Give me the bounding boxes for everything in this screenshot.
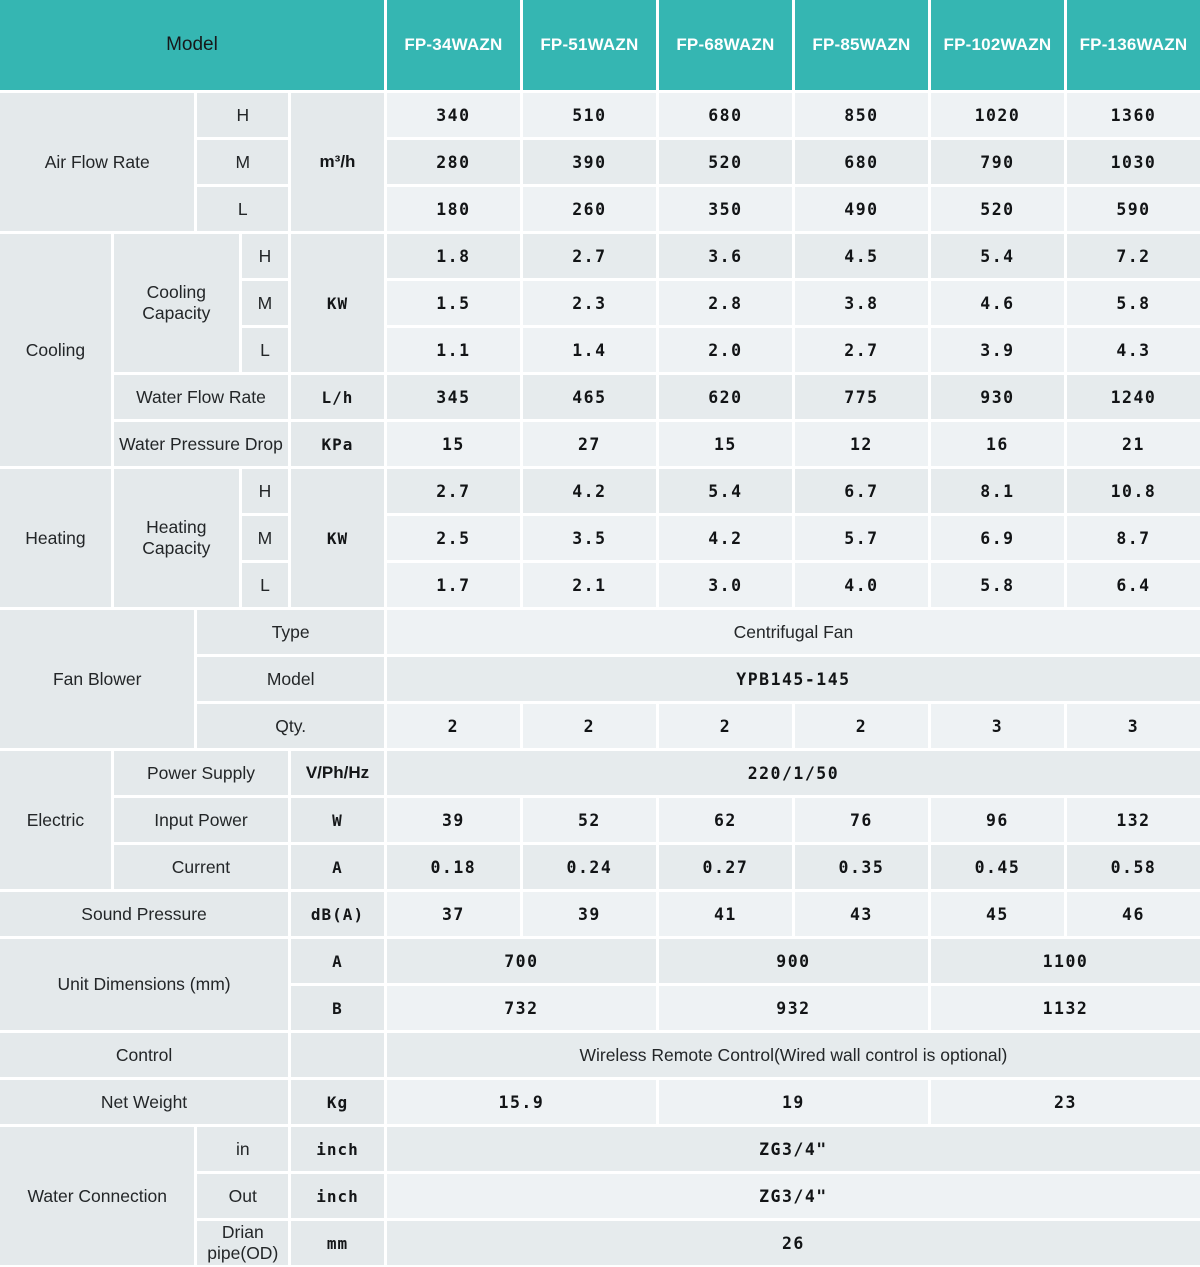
net-weight-label: Net Weight bbox=[0, 1080, 288, 1124]
dimension-a-label: A bbox=[291, 939, 384, 983]
header-row bbox=[0, 0, 1200, 90]
drain-pipe-label: Drian pipe(OD) bbox=[197, 1221, 288, 1265]
air-flow-l-value: 350 bbox=[659, 187, 792, 231]
dimension-a-row bbox=[0, 939, 1200, 983]
cooling-capacity-h-value: 5.4 bbox=[931, 234, 1064, 278]
water-out-label: Out bbox=[197, 1174, 288, 1218]
water-flow-rate-value: 465 bbox=[523, 375, 656, 419]
current-value: 0.45 bbox=[931, 845, 1064, 889]
air-flow-m-value: 1030 bbox=[1067, 140, 1200, 184]
power-supply-value: 220/1/50 bbox=[387, 751, 1200, 795]
model-header-label: Model bbox=[0, 0, 384, 90]
cooling-capacity-label: Cooling Capacity bbox=[114, 234, 239, 372]
water-pressure-drop-value: 15 bbox=[659, 422, 792, 466]
cooling-capacity-h-row bbox=[0, 234, 1200, 278]
control-row bbox=[0, 1033, 1200, 1077]
heating-capacity-l-value: 4.0 bbox=[795, 563, 928, 607]
cooling-capacity-h-value: 4.5 bbox=[795, 234, 928, 278]
cooling-capacity-h-value: 1.8 bbox=[387, 234, 520, 278]
dimension-a-value: 700 bbox=[387, 939, 656, 983]
input-power-value: 39 bbox=[387, 798, 520, 842]
dimension-a-value: 900 bbox=[659, 939, 928, 983]
fan-qty-value: 2 bbox=[659, 704, 792, 748]
control-value: Wireless Remote Control(Wired wall control is optional) bbox=[387, 1033, 1200, 1077]
sound-pressure-value: 46 bbox=[1067, 892, 1200, 936]
current-value: 0.58 bbox=[1067, 845, 1200, 889]
fan-model-value: YPB145-145 bbox=[387, 657, 1200, 701]
water-flow-rate-value: 775 bbox=[795, 375, 928, 419]
control-label: Control bbox=[0, 1033, 288, 1077]
cooling-capacity-h-value: 7.2 bbox=[1067, 234, 1200, 278]
model-column-header: FP-136WAZN bbox=[1067, 0, 1200, 90]
control-unit-cell-empty bbox=[291, 1033, 384, 1077]
fan-qty-label: Qty. bbox=[197, 704, 383, 748]
sound-pressure-value: 37 bbox=[387, 892, 520, 936]
water-pressure-drop-row bbox=[0, 422, 1200, 466]
air-flow-h-value: 1020 bbox=[931, 93, 1064, 137]
heating-capacity-h-row bbox=[0, 469, 1200, 513]
cooling-capacity-m-value: 4.6 bbox=[931, 281, 1064, 325]
fan-model-label: Model bbox=[197, 657, 383, 701]
model-column-header: FP-34WAZN bbox=[387, 0, 520, 90]
air-flow-h-value: 680 bbox=[659, 93, 792, 137]
cooling-section-label: Cooling bbox=[0, 234, 111, 466]
drain-pipe-value: 26 bbox=[387, 1221, 1200, 1265]
heating-capacity-m-value: 8.7 bbox=[1067, 516, 1200, 560]
sound-pressure-value: 39 bbox=[523, 892, 656, 936]
input-power-value: 132 bbox=[1067, 798, 1200, 842]
air-flow-m-value: 520 bbox=[659, 140, 792, 184]
water-out-value: ZG3/4" bbox=[387, 1174, 1200, 1218]
heating-capacity-h-value: 2.7 bbox=[387, 469, 520, 513]
sound-pressure-unit: dB(A) bbox=[291, 892, 384, 936]
net-weight-value: 15.9 bbox=[387, 1080, 656, 1124]
heating-capacity-h-value: 10.8 bbox=[1067, 469, 1200, 513]
heating-capacity-l-value: 6.4 bbox=[1067, 563, 1200, 607]
sound-pressure-value: 43 bbox=[795, 892, 928, 936]
air-flow-l-value: 590 bbox=[1067, 187, 1200, 231]
water-pressure-drop-value: 21 bbox=[1067, 422, 1200, 466]
heating-capacity-m-value: 3.5 bbox=[523, 516, 656, 560]
air-flow-h-value: 850 bbox=[795, 93, 928, 137]
fan-blower-label: Fan Blower bbox=[0, 610, 194, 748]
cooling-capacity-m-value: 2.8 bbox=[659, 281, 792, 325]
current-unit: A bbox=[291, 845, 384, 889]
cooling-capacity-m-value: 5.8 bbox=[1067, 281, 1200, 325]
fan-qty-value: 2 bbox=[387, 704, 520, 748]
heating-capacity-m-value: 4.2 bbox=[659, 516, 792, 560]
cooling-capacity-l-label: L bbox=[242, 328, 288, 372]
water-in-value: ZG3/4" bbox=[387, 1127, 1200, 1171]
dimension-a-value: 1100 bbox=[931, 939, 1200, 983]
dimension-b-value: 1132 bbox=[931, 986, 1200, 1030]
air-flow-h-value: 1360 bbox=[1067, 93, 1200, 137]
cooling-capacity-m-value: 2.3 bbox=[523, 281, 656, 325]
model-column-header: FP-102WAZN bbox=[931, 0, 1064, 90]
air-flow-h-row bbox=[0, 93, 1200, 137]
water-flow-rate-label: Water Flow Rate bbox=[114, 375, 288, 419]
dimension-b-label: B bbox=[291, 986, 384, 1030]
water-pressure-drop-value: 16 bbox=[931, 422, 1064, 466]
water-flow-rate-value: 620 bbox=[659, 375, 792, 419]
current-value: 0.35 bbox=[795, 845, 928, 889]
heating-capacity-l-value: 1.7 bbox=[387, 563, 520, 607]
heating-capacity-label: Heating Capacity bbox=[114, 469, 239, 607]
air-flow-m-value: 390 bbox=[523, 140, 656, 184]
input-power-unit: W bbox=[291, 798, 384, 842]
water-in-unit: inch bbox=[291, 1127, 384, 1171]
water-pressure-drop-value: 27 bbox=[523, 422, 656, 466]
net-weight-value: 23 bbox=[931, 1080, 1200, 1124]
air-flow-m-value: 280 bbox=[387, 140, 520, 184]
heating-capacity-h-value: 6.7 bbox=[795, 469, 928, 513]
power-supply-label: Power Supply bbox=[114, 751, 288, 795]
heating-capacity-unit: KW bbox=[291, 469, 384, 607]
input-power-value: 96 bbox=[931, 798, 1064, 842]
heating-capacity-l-label: L bbox=[242, 563, 288, 607]
heating-capacity-m-value: 5.7 bbox=[795, 516, 928, 560]
air-flow-m-value: 790 bbox=[931, 140, 1064, 184]
cooling-capacity-l-value: 2.0 bbox=[659, 328, 792, 372]
heating-capacity-m-value: 6.9 bbox=[931, 516, 1064, 560]
cooling-capacity-m-label: M bbox=[242, 281, 288, 325]
heating-capacity-l-value: 5.8 bbox=[931, 563, 1064, 607]
input-power-value: 76 bbox=[795, 798, 928, 842]
sound-pressure-value: 45 bbox=[931, 892, 1064, 936]
model-column-header: FP-68WAZN bbox=[659, 0, 792, 90]
fan-qty-value: 2 bbox=[795, 704, 928, 748]
water-pressure-drop-value: 12 bbox=[795, 422, 928, 466]
current-value: 0.27 bbox=[659, 845, 792, 889]
air-flow-m-value: 680 bbox=[795, 140, 928, 184]
water-flow-rate-row bbox=[0, 375, 1200, 419]
fan-type-value: Centrifugal Fan bbox=[387, 610, 1200, 654]
unit-dimensions-label: Unit Dimensions (mm) bbox=[0, 939, 288, 1030]
water-flow-rate-value: 345 bbox=[387, 375, 520, 419]
net-weight-unit: Kg bbox=[291, 1080, 384, 1124]
heating-capacity-m-value: 2.5 bbox=[387, 516, 520, 560]
cooling-capacity-l-value: 1.1 bbox=[387, 328, 520, 372]
water-flow-rate-value: 930 bbox=[931, 375, 1064, 419]
model-column-header: FP-85WAZN bbox=[795, 0, 928, 90]
cooling-capacity-m-value: 1.5 bbox=[387, 281, 520, 325]
air-flow-l-value: 260 bbox=[523, 187, 656, 231]
cooling-capacity-l-value: 2.7 bbox=[795, 328, 928, 372]
fan-qty-value: 3 bbox=[931, 704, 1064, 748]
water-in-row bbox=[0, 1127, 1200, 1171]
heating-capacity-l-value: 2.1 bbox=[523, 563, 656, 607]
fan-type-label: Type bbox=[197, 610, 383, 654]
cooling-capacity-h-value: 3.6 bbox=[659, 234, 792, 278]
heating-section-label: Heating bbox=[0, 469, 111, 607]
current-row bbox=[0, 845, 1200, 889]
water-pressure-drop-label: Water Pressure Drop bbox=[114, 422, 288, 466]
air-flow-h-value: 340 bbox=[387, 93, 520, 137]
current-label: Current bbox=[114, 845, 288, 889]
dimension-b-value: 932 bbox=[659, 986, 928, 1030]
heating-capacity-h-label: H bbox=[242, 469, 288, 513]
air-flow-h-label: H bbox=[197, 93, 288, 137]
cooling-capacity-l-value: 1.4 bbox=[523, 328, 656, 372]
input-power-row bbox=[0, 798, 1200, 842]
heating-capacity-h-value: 8.1 bbox=[931, 469, 1064, 513]
cooling-capacity-unit: KW bbox=[291, 234, 384, 372]
air-flow-l-label: L bbox=[197, 187, 288, 231]
fan-qty-value: 3 bbox=[1067, 704, 1200, 748]
current-value: 0.18 bbox=[387, 845, 520, 889]
heating-capacity-m-label: M bbox=[242, 516, 288, 560]
fan-type-row bbox=[0, 610, 1200, 654]
sound-pressure-label: Sound Pressure bbox=[0, 892, 288, 936]
heating-capacity-h-value: 4.2 bbox=[523, 469, 656, 513]
air-flow-unit: m³/h bbox=[291, 93, 384, 231]
cooling-capacity-l-value: 3.9 bbox=[931, 328, 1064, 372]
water-pressure-drop-value: 15 bbox=[387, 422, 520, 466]
sound-pressure-value: 41 bbox=[659, 892, 792, 936]
sound-pressure-row bbox=[0, 892, 1200, 936]
net-weight-value: 19 bbox=[659, 1080, 928, 1124]
air-flow-l-value: 490 bbox=[795, 187, 928, 231]
water-pressure-drop-unit: KPa bbox=[291, 422, 384, 466]
cooling-capacity-m-value: 3.8 bbox=[795, 281, 928, 325]
air-flow-rate-label: Air Flow Rate bbox=[0, 93, 194, 231]
heating-capacity-l-value: 3.0 bbox=[659, 563, 792, 607]
cooling-capacity-h-label: H bbox=[242, 234, 288, 278]
input-power-value: 52 bbox=[523, 798, 656, 842]
power-supply-unit: V/Ph/Hz bbox=[291, 751, 384, 795]
air-flow-h-value: 510 bbox=[523, 93, 656, 137]
water-flow-rate-value: 1240 bbox=[1067, 375, 1200, 419]
air-flow-m-label: M bbox=[197, 140, 288, 184]
drain-pipe-unit: mm bbox=[291, 1221, 384, 1265]
fan-qty-value: 2 bbox=[523, 704, 656, 748]
cooling-capacity-l-value: 4.3 bbox=[1067, 328, 1200, 372]
water-connection-label: Water Connection bbox=[0, 1127, 194, 1265]
water-flow-rate-unit: L/h bbox=[291, 375, 384, 419]
water-in-label: in bbox=[197, 1127, 288, 1171]
net-weight-row bbox=[0, 1080, 1200, 1124]
current-value: 0.24 bbox=[523, 845, 656, 889]
water-out-unit: inch bbox=[291, 1174, 384, 1218]
air-flow-l-value: 520 bbox=[931, 187, 1064, 231]
input-power-value: 62 bbox=[659, 798, 792, 842]
model-column-header: FP-51WAZN bbox=[523, 0, 656, 90]
electric-section-label: Electric bbox=[0, 751, 111, 889]
input-power-label: Input Power bbox=[114, 798, 288, 842]
heating-capacity-h-value: 5.4 bbox=[659, 469, 792, 513]
air-flow-l-value: 180 bbox=[387, 187, 520, 231]
dimension-b-value: 732 bbox=[387, 986, 656, 1030]
power-supply-row bbox=[0, 751, 1200, 795]
cooling-capacity-h-value: 2.7 bbox=[523, 234, 656, 278]
